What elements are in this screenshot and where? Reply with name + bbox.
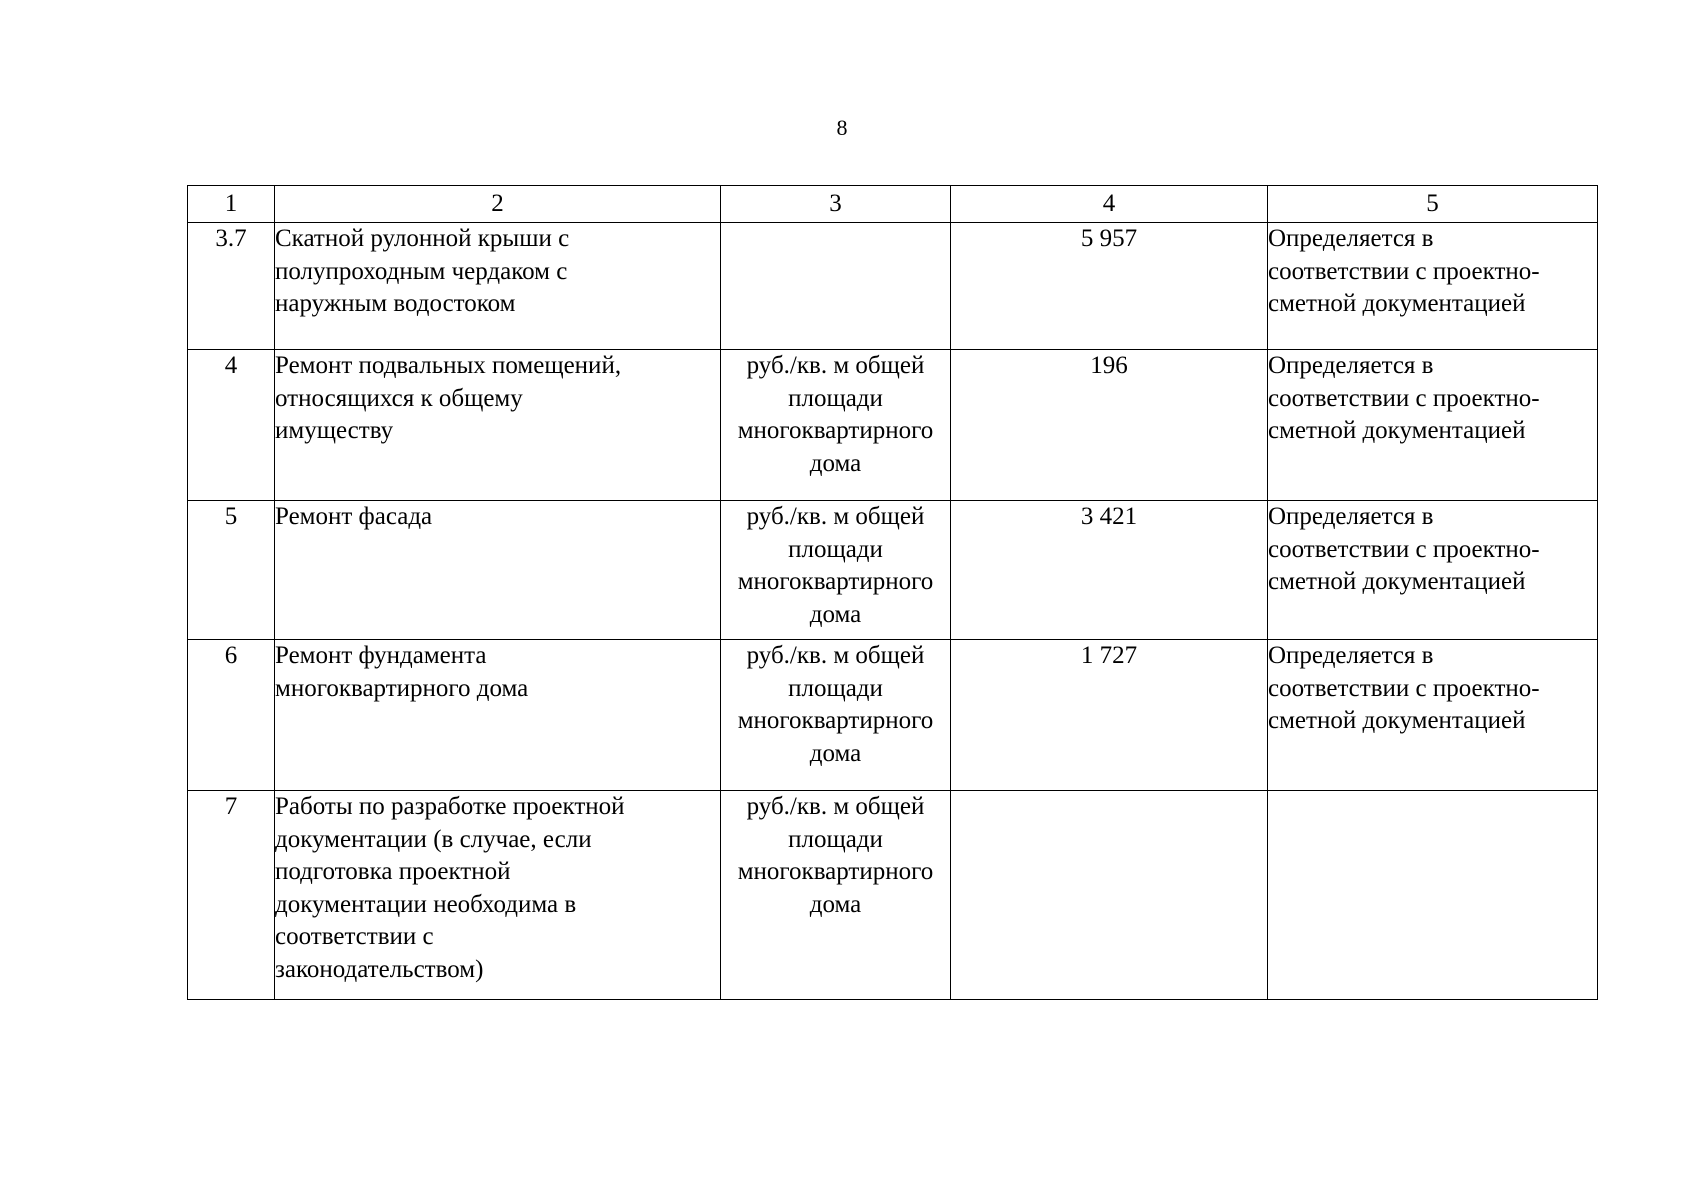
table-row bbox=[188, 640, 1598, 791]
unit-of-measure bbox=[721, 223, 951, 350]
row-number: 3.7 bbox=[188, 223, 275, 350]
column-header: 2 bbox=[275, 186, 721, 223]
work-name: Работы по разработке проектной документации (в случае, если подготовка проектной документации необходима в соответствии с законодательством) bbox=[275, 791, 721, 1000]
row-number: 7 bbox=[188, 791, 275, 1000]
cost-value: 196 bbox=[951, 350, 1268, 501]
table-header-row bbox=[188, 186, 1598, 223]
column-header: 3 bbox=[721, 186, 951, 223]
unit-of-measure: руб./кв. м общей площади многоквартирного дома bbox=[721, 350, 951, 501]
note bbox=[1268, 791, 1598, 1000]
cost-value: 1 727 bbox=[951, 640, 1268, 791]
row-number: 4 bbox=[188, 350, 275, 501]
table-row bbox=[188, 350, 1598, 501]
column-header: 5 bbox=[1268, 186, 1598, 223]
table-row bbox=[188, 501, 1598, 640]
rates-table bbox=[187, 185, 1598, 1000]
note: Определяется в соответствии с проектно- сметной документацией bbox=[1268, 350, 1598, 501]
work-name: Ремонт фундамента многоквартирного дома bbox=[275, 640, 721, 791]
row-number: 5 bbox=[188, 501, 275, 640]
unit-of-measure: руб./кв. м общей площади многоквартирного дома bbox=[721, 501, 951, 640]
note: Определяется в соответствии с проектно- сметной документацией bbox=[1268, 223, 1598, 350]
work-name: Ремонт фасада bbox=[275, 501, 721, 640]
note: Определяется в соответствии с проектно- сметной документацией bbox=[1268, 640, 1598, 791]
column-header: 1 bbox=[188, 186, 275, 223]
table-row bbox=[188, 791, 1598, 1000]
page-number: 8 bbox=[836, 115, 848, 140]
column-header: 4 bbox=[951, 186, 1268, 223]
unit-of-measure: руб./кв. м общей площади многоквартирного дома bbox=[721, 640, 951, 791]
unit-of-measure: руб./кв. м общей площади многоквартирного дома bbox=[721, 791, 951, 1000]
cost-value bbox=[951, 791, 1268, 1000]
cost-value: 3 421 bbox=[951, 501, 1268, 640]
row-number: 6 bbox=[188, 640, 275, 791]
table-row bbox=[188, 223, 1598, 350]
note: Определяется в соответствии с проектно- сметной документацией bbox=[1268, 501, 1598, 640]
work-name: Ремонт подвальных помещений, относящихся к общему имуществу bbox=[275, 350, 721, 501]
work-name: Скатной рулонной крыши с полупроходным чердаком с наружным водостоком bbox=[275, 223, 721, 350]
cost-value: 5 957 bbox=[951, 223, 1268, 350]
